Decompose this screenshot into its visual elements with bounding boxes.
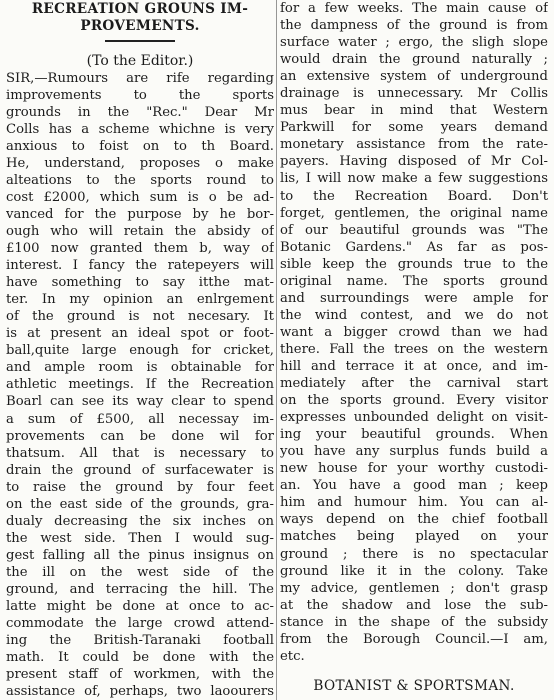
text-line: of the ground is not necesary. It	[6, 309, 274, 325]
text-line: anxious to foist on to th Board.	[6, 138, 274, 154]
text-line: the dampness of the ground is from	[280, 18, 548, 34]
text-line: for a few weeks. The main cause of	[280, 1, 548, 16]
text-line: cost £2000, which sum is o be ad-	[6, 189, 274, 205]
text-line: commodate the large crowd attend-	[6, 616, 274, 632]
text-line: Colls has a scheme whichne is very	[6, 121, 274, 137]
text-line: ter. In my opinion an enlrgement	[6, 292, 274, 308]
text-line: improvements to the sports	[6, 87, 274, 103]
text-line: SIR,—Rumours are rife regarding	[6, 70, 274, 86]
text-line: ways depend on the chief football	[280, 512, 548, 528]
left-column	[6, 0, 274, 700]
text-line: there. Fall the trees on the western	[280, 341, 548, 357]
text-line: surface water ; ergo, the sligh slope	[280, 35, 548, 51]
text-line: ough who will retain the absidy of	[6, 224, 274, 240]
text-line: want a bigger crowd than we had	[280, 324, 548, 340]
text-line: stance in the shape of the subsidy	[280, 614, 548, 630]
text-line: on the east side of the grounds, gra-	[6, 496, 274, 512]
headline: RECREATION GROUNS IM- PROVEMENTS.	[31, 1, 249, 34]
text-line: ball,quite large enough for cricket,	[6, 343, 274, 359]
text-line: provements can be done wil for	[6, 428, 274, 444]
text-line: and ample room is obtainable for	[6, 360, 274, 376]
text-line: dualy decreasing the six inches on	[6, 513, 274, 529]
text-line: my advice, gentlemen ; don't grasp	[280, 580, 548, 596]
text-line: gest falling all the pinus insignus on	[6, 547, 274, 563]
text-line: ground ; there is no spectacular	[280, 546, 548, 562]
text-line: drainage is unnecessary. Mr Collis	[280, 86, 548, 102]
text-line: athletic meetings. If the Recreation	[6, 377, 274, 393]
text-line: an. You have a good man ; keep	[280, 478, 548, 494]
text-line: matches being played on your	[280, 529, 548, 545]
text-line: payers. Having disposed of Mr Col-	[280, 154, 548, 170]
text-line: from the Borough Council.—I am,	[280, 631, 548, 647]
left-column-text	[6, 70, 274, 700]
text-line: lis, I will now make a few suggestions	[280, 171, 548, 187]
text-line: have something to say itthe mat-	[6, 275, 274, 291]
text-line: a sum of £500, all necessay im-	[6, 411, 274, 427]
text-line: mediately after the carnival start	[280, 376, 548, 392]
text-line: at the shadow and lose the sub-	[280, 597, 548, 613]
right-column-text	[280, 0, 548, 665]
text-line: him and humour him. You can al-	[280, 495, 548, 511]
text-line: and surroundings were ample for	[280, 290, 548, 306]
text-line: He, understand, proposes o make	[6, 155, 274, 171]
text-line: expresses unbounded delight on visit-	[280, 410, 548, 426]
text-line: hill and terrace it at once, and im-	[280, 358, 548, 374]
text-line: monetary assistance from the rate-	[280, 137, 548, 153]
text-line: interest. I fancy the ratepeyers will	[6, 258, 274, 274]
text-line: drain the ground of surfacewater is	[6, 462, 274, 478]
text-line: latte might be done at once to ac-	[6, 599, 274, 615]
text-line: Parkwill for some years demand	[280, 120, 548, 136]
text-line: you have any surplus funds build a	[280, 444, 548, 460]
text-line: mus bear in mind that Western	[280, 103, 548, 119]
text-line: the west side. Then I would sug-	[6, 530, 274, 546]
right-column	[280, 0, 548, 700]
text-line: forget, gentlemen, the original name	[280, 205, 548, 221]
text-line: ground like it in the colony. Take	[280, 563, 548, 579]
text-line: to raise the ground by four feet	[6, 479, 274, 495]
signature: BOTANIST & SPORTSMAN.	[313, 677, 515, 694]
text-line: etc.	[280, 648, 305, 664]
text-line: present staff of workmen, with the	[6, 667, 274, 683]
headline-rule	[105, 40, 175, 42]
text-line: vanced for the purpose by he bor-	[6, 206, 274, 222]
text-line: an extensive system of underground	[280, 69, 548, 85]
text-line: is at present an ideal spot or foot-	[6, 326, 274, 342]
text-line: £100 now granted them b, way of	[6, 241, 274, 257]
text-line: thatsum. All that is necessary to	[6, 445, 274, 461]
text-line: assistance of, perhaps, two laoourers	[6, 684, 274, 700]
text-line: Boarl can see its way clear to spend	[6, 394, 274, 410]
text-line: grounds in the "Rec." Dear Mr	[6, 104, 274, 120]
text-line: the wind contest, and we do not	[280, 307, 548, 323]
text-line: ing your beautiful grounds. When	[280, 427, 548, 443]
text-line: to the Recreation Board. Don't	[280, 188, 548, 204]
text-line: Botanic Gardens." As far as pos-	[280, 239, 548, 255]
text-line: on the sports ground. Every visitor	[280, 393, 548, 409]
text-line: new house for your worthy custodi-	[280, 461, 548, 477]
text-line: math. It could be done with the	[6, 650, 274, 666]
text-line: of our beautiful grounds was "The	[280, 222, 548, 238]
text-line: ing the British-Taranaki football	[6, 633, 274, 649]
text-line: original name. The sports ground	[280, 273, 548, 289]
to-the-editor: (To the Editor.)	[86, 52, 194, 69]
text-line: alteations to the sports round to	[6, 172, 274, 188]
text-line: sible keep the grounds true to the	[280, 256, 548, 272]
text-line: would drain the ground naturally ;	[280, 52, 548, 68]
column-rule	[276, 0, 277, 700]
text-line: ground, and terracing the hill. The	[6, 582, 274, 597]
text-line: the ill on the west side of the	[6, 564, 274, 580]
